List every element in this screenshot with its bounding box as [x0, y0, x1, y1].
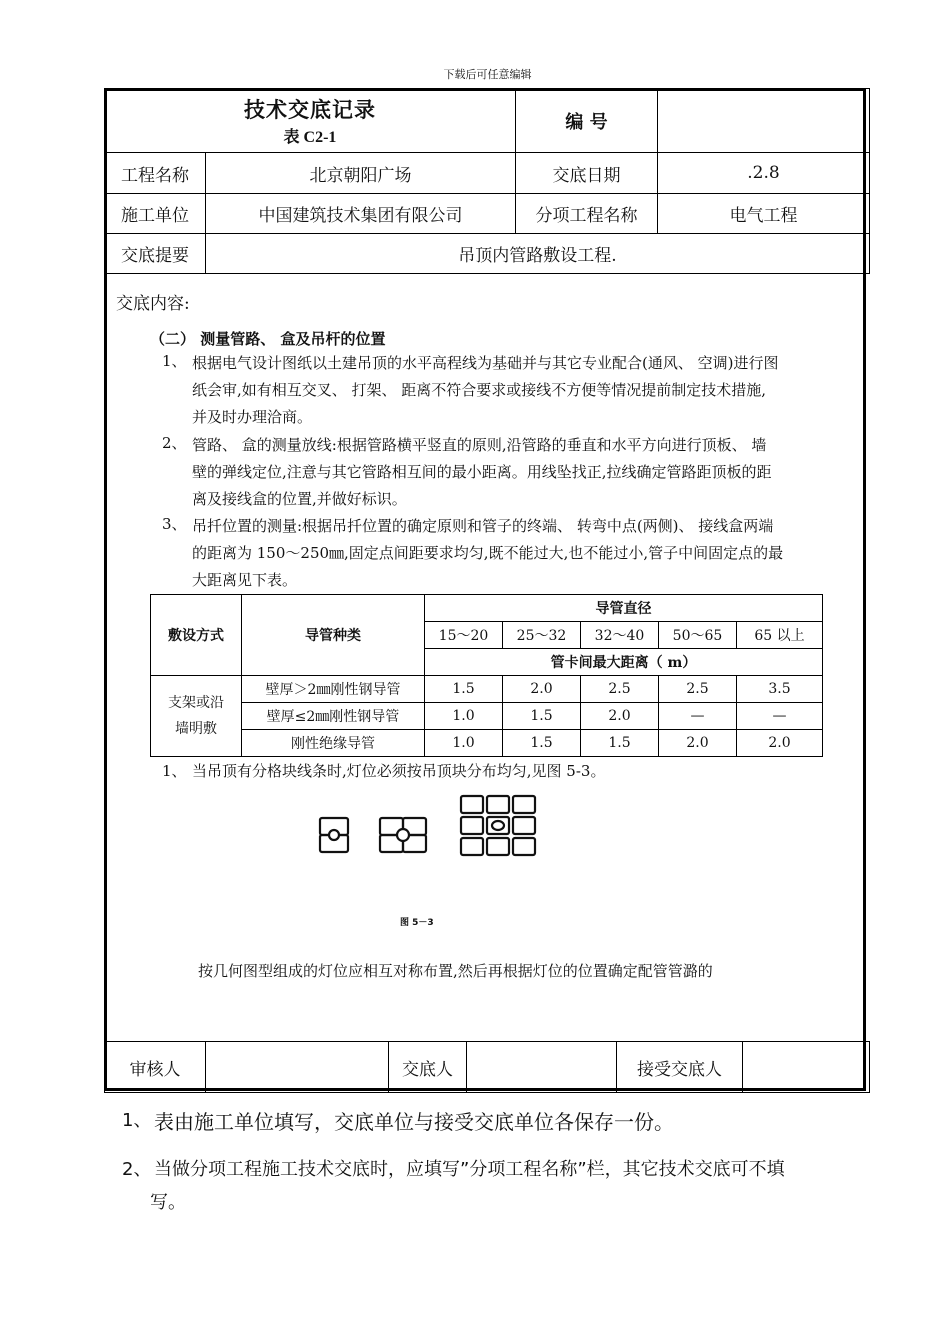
- distance-header: 管卡间最大距离（ m）: [425, 649, 823, 676]
- footnote-text: 当做分项工程施工技术交底时，应填写”分项工程名称”栏，其它技术交底可不填: [154, 1159, 785, 1180]
- diameter-cell: 25～32: [503, 622, 581, 649]
- value-cell: 3.5: [737, 676, 823, 703]
- method-text: 墙明敷: [175, 721, 217, 737]
- spacing-table: [150, 594, 823, 757]
- item-paragraph: [192, 513, 783, 594]
- single-panel-layout: [320, 818, 348, 852]
- value-cell: —: [659, 703, 737, 730]
- value-cell: 1.5: [581, 730, 659, 757]
- summary-value: 吊顶内管路敷设工程.: [206, 234, 870, 274]
- note-number: 1、: [162, 762, 187, 780]
- discloser-field[interactable]: [467, 1042, 617, 1093]
- col-method-header: 敷设方式: [151, 595, 242, 676]
- form-number: 表 C2-1: [283, 129, 337, 146]
- company-value: 中国建筑技术集团有限公司: [206, 194, 516, 234]
- footnote-number: 1、: [122, 1110, 152, 1131]
- header-table: [104, 88, 870, 274]
- project-value: 北京朝阳广场: [206, 153, 516, 194]
- value-cell: 1.0: [425, 703, 503, 730]
- discloser-label: 交底人: [389, 1042, 467, 1093]
- type-cell: 刚性绝缘导管: [242, 730, 425, 757]
- diameter-cell: 32～40: [581, 622, 659, 649]
- value-cell: 2.5: [581, 676, 659, 703]
- value-cell: 1.0: [425, 730, 503, 757]
- diameter-cell: 65 以上: [737, 622, 823, 649]
- receiver-field[interactable]: [743, 1042, 870, 1093]
- item-paragraph: [192, 432, 772, 513]
- paragraph-line: 大距离见下表。: [192, 571, 298, 589]
- item-number: 1、: [162, 352, 187, 370]
- method-cell: [151, 676, 242, 757]
- item-paragraph: [192, 350, 778, 431]
- method-text: 支架或沿: [168, 695, 224, 711]
- project-label: 工程名称: [105, 153, 206, 194]
- quad-panel-layout: [380, 818, 426, 852]
- footnote-text: 表由施工单位填写，交底单位与接受交底单位各保存一份。: [154, 1110, 674, 1134]
- date-label: 交底日期: [516, 153, 658, 194]
- paragraph-line: 离及接线盒的位置,并做好标识。: [192, 490, 407, 508]
- company-label: 施工单位: [105, 194, 206, 234]
- type-cell: 壁厚＞2㎜刚性钢导管: [242, 676, 425, 703]
- paragraph-line: 根据电气设计图纸以土建吊顶的水平高程线为基础并与其它专业配合(通风、 空调)进行图: [192, 354, 779, 372]
- value-cell: 1.5: [503, 730, 581, 757]
- receiver-label: 接受交底人: [617, 1042, 743, 1093]
- subitem-value: 电气工程: [658, 194, 870, 234]
- content-label: 交底内容:: [116, 294, 190, 314]
- footnote-continuation: 写。: [150, 1192, 186, 1213]
- value-cell: 2.5: [659, 676, 737, 703]
- item-number: 3、: [162, 515, 187, 533]
- paragraph-line: 壁的弹线定位,注意与其它管路相互间的最小距离。用线坠找正,拉线确定管路距顶板的距: [192, 463, 772, 481]
- grid-panel-layout: [461, 796, 535, 855]
- paragraph-line: 纸会审,如有相互交叉、 打架、 距离不符合要求或接线不方便等情况提前制定技术措施,: [192, 381, 767, 399]
- section-title: （二） 测量管路、 盒及吊杆的位置: [150, 330, 386, 348]
- col-type-header: 导管种类: [242, 595, 425, 676]
- document-title: 技术交底记录: [244, 97, 376, 122]
- value-cell: 1.5: [503, 703, 581, 730]
- diameter-cell: 50～65: [659, 622, 737, 649]
- date-value: .2.8: [658, 153, 870, 194]
- subitem-label: 分项工程名称: [516, 194, 658, 234]
- value-cell: 2.0: [581, 703, 659, 730]
- reviewer-label: 审核人: [105, 1042, 206, 1093]
- note-text: 当吊顶有分格块线条时,灯位必须按吊顶块分布均匀,见图 5-3。: [192, 762, 606, 780]
- figure-caption: 图 5－3: [400, 918, 434, 928]
- type-cell: 壁厚≤2㎜刚性钢导管: [242, 703, 425, 730]
- number-label: 编 号: [516, 89, 658, 153]
- paragraph-line: 的距离为 150～250㎜,固定点间距要求均匀,既不能过大,也不能过小,管子中间固定点的最: [192, 544, 784, 562]
- summary-label: 交底提要: [105, 234, 206, 274]
- value-cell: 2.0: [503, 676, 581, 703]
- light-layout-figure: [310, 790, 550, 870]
- paragraph-line: 管路、 盒的测量放线:根据管路横平竖直的原则,沿管路的垂直和水平方向进行顶板、 墙: [192, 436, 767, 454]
- title-cell: [105, 89, 516, 153]
- closing-text: 按几何图型组成的灯位应相互对称布置,然后再根据灯位的位置确定配管管潞的: [198, 962, 713, 980]
- reviewer-field[interactable]: [206, 1042, 389, 1093]
- value-cell: 2.0: [659, 730, 737, 757]
- item-number: 2、: [162, 434, 187, 452]
- number-field[interactable]: [658, 89, 870, 153]
- top-note: 下载后可任意编辑: [443, 68, 532, 81]
- col-diameter-header: 导管直径: [425, 595, 823, 622]
- footnote-number: 2、: [122, 1159, 152, 1180]
- diameter-cell: 15～20: [425, 622, 503, 649]
- value-cell: 1.5: [425, 676, 503, 703]
- value-cell: —: [737, 703, 823, 730]
- signature-table: [104, 1041, 870, 1093]
- paragraph-line: 吊扦位置的测量:根据吊扦位置的确定原则和管子的终端、 转弯中点(两侧)、 接线盒两端: [192, 517, 774, 535]
- paragraph-line: 并及时办理洽商。: [192, 408, 313, 426]
- value-cell: 2.0: [737, 730, 823, 757]
